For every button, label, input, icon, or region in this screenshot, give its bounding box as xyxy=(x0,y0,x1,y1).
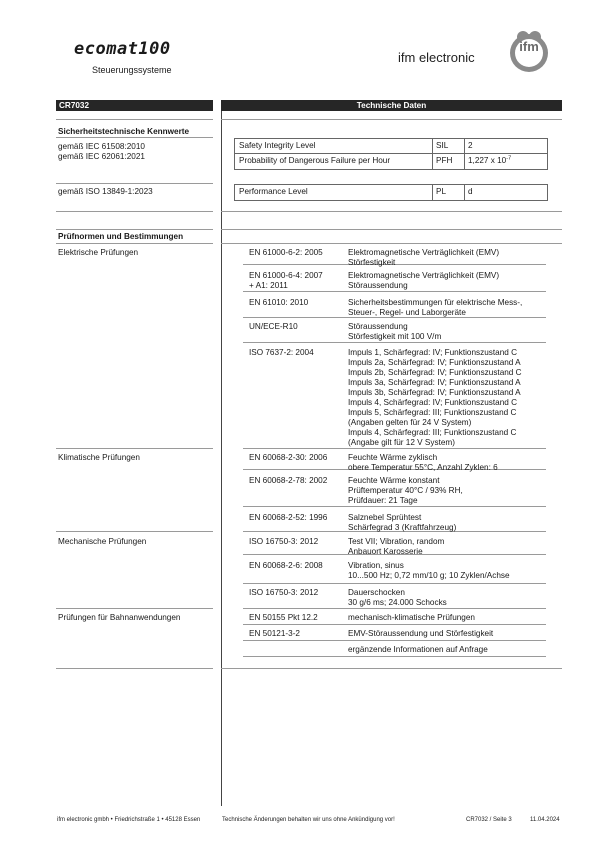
test-description: Störaussendung Störfestigkeit mit 100 V/m xyxy=(348,322,442,341)
iec-62061-label: gemäß IEC 62061:2021 xyxy=(58,152,145,161)
test-standard: EN 50121-3-2 xyxy=(249,629,300,638)
test-description: EMV-Störaussendung und Störfestigkeit xyxy=(348,629,494,638)
ecomat-logo: ecomat100 xyxy=(74,39,171,59)
sil-label: Safety Integrity Level xyxy=(239,141,316,150)
test-standard: EN 61000-6-4: 2007 + A1: 2011 xyxy=(249,271,323,290)
rule xyxy=(56,243,213,244)
test-description: Dauerschocken 30 g/6 ms; 24.000 Schocks xyxy=(348,588,447,607)
pl-table xyxy=(234,184,548,201)
test-standard: EN 50155 Pkt 12.2 xyxy=(249,613,318,622)
footer-notice: Technische Änderungen behalten wir uns ohne Ankündigung vor! xyxy=(222,817,395,823)
row-rule xyxy=(243,342,546,343)
rule xyxy=(56,119,213,120)
pfh-abbr: PFH xyxy=(436,156,453,165)
tests-title: Prüfnormen und Bestimmungen xyxy=(58,232,184,241)
column-divider xyxy=(221,111,222,806)
test-description: Salznebel Sprühtest Schärfegrad 3 (Kraftfahrzeug) xyxy=(348,513,457,532)
test-standard: ISO 16750-3: 2012 xyxy=(249,588,319,597)
sil-pfh-table xyxy=(234,138,548,170)
row-rule xyxy=(243,583,546,584)
rule xyxy=(56,608,213,609)
test-standard: EN 61000-6-2: 2005 xyxy=(249,248,323,257)
rule xyxy=(56,229,213,230)
pl-label: Performance Level xyxy=(239,187,308,196)
pl-value: d xyxy=(468,187,473,196)
test-standard: EN 60068-2-6: 2008 xyxy=(249,561,323,570)
sil-abbr: SIL xyxy=(436,141,449,150)
row-rule xyxy=(243,506,546,507)
row-rule xyxy=(243,624,546,625)
footer-address: ifm electronic gmbh • Friedrichstraße 1 • 45128 Essen xyxy=(57,817,201,823)
rule xyxy=(56,183,213,184)
row-rule xyxy=(243,291,546,292)
row-rule xyxy=(243,448,546,449)
footer-date: 11.04.2024 xyxy=(530,817,560,823)
rule xyxy=(56,668,213,669)
rule xyxy=(221,119,562,120)
pfh-exponent: -7 xyxy=(506,155,512,162)
pfh-value: 1,227 x $10^{-7}$ xyxy=(468,155,512,165)
test-standard: UN/ECE-R10 xyxy=(249,322,298,331)
rule xyxy=(221,211,562,212)
rule xyxy=(56,448,213,449)
safety-title: Sicherheitstechnische Kennwerte xyxy=(58,127,190,136)
rule xyxy=(56,137,213,138)
test-standard: EN 61010: 2010 xyxy=(249,298,309,307)
test-description: Impuls 1, Schärfegrad: IV; Funktionszustand C Impuls 2a, Schärfegrad: IV; Funktionszustand A Impuls 2b, Schärfegrad: IV; Funktionszustand C Impuls 3a, Schärfegrad: IV; Funktionszustand A Impuls 3b, Schärfegrad: IV; Funktionszustand A Impuls 4, Schärfegrad: IV; Funktionszustand C Impuls 5, Schärfegrad: III; Funktionszustand C (Angaben gelten für 24 V System) Impuls 4, Schärfegrad: III; Funktionszustand C (Angabe gilt für 12 V System) xyxy=(348,348,522,447)
iso-13849-label: gemäß ISO 13849-1:2023 xyxy=(58,187,153,196)
test-description: ergänzende Informationen auf Anfrage xyxy=(348,645,488,654)
row-rule xyxy=(243,608,546,609)
footer-page: CR7032 / Seite 3 xyxy=(466,817,512,823)
pfh-label: Probability of Dangerous Failure per Hour xyxy=(239,156,391,165)
railway-tests-label: Prüfungen für Bahnanwendungen xyxy=(58,613,181,622)
rule xyxy=(56,531,213,532)
test-description: Test VII; Vibration, random Anbauort Karosserie xyxy=(348,537,445,556)
technical-data-bar xyxy=(221,100,562,111)
test-standard: EN 60068-2-30: 2006 xyxy=(249,453,328,462)
rule xyxy=(56,211,213,212)
rule xyxy=(221,668,562,669)
test-description: Feuchte Wärme zyklisch obere Temperatur 55°C, Anzahl Zyklen: 6 xyxy=(348,453,498,472)
row-rule xyxy=(243,656,546,657)
technical-data-title: Technische Daten xyxy=(356,101,427,110)
test-description: mechanisch-klimatische Prüfungen xyxy=(348,613,475,622)
logo-subtitle: Steuerungssysteme xyxy=(92,65,172,75)
sil-value: 2 xyxy=(468,141,473,150)
company-name: ifm electronic xyxy=(398,50,475,65)
test-standard: ISO 16750-3: 2012 xyxy=(249,537,319,546)
product-code-bar xyxy=(56,100,213,111)
row-rule xyxy=(243,640,546,641)
test-description: Elektromagnetische Verträglichkeit (EMV) Störfestigkeit xyxy=(348,248,500,267)
iec-61508-label: gemäß IEC 61508:2010 xyxy=(58,142,145,151)
test-standard: EN 60068-2-78: 2002 xyxy=(249,476,328,485)
climatic-tests-label: Klimatische Prüfungen xyxy=(58,453,140,462)
brand-mark: ifm xyxy=(519,39,539,54)
pl-abbr: PL xyxy=(436,187,447,196)
mechanical-tests-label: Mechanische Prüfungen xyxy=(58,537,147,546)
test-description: Vibration, sinus 10...500 Hz; 0,72 mm/10 g; 10 Zyklen/Achse xyxy=(348,561,510,580)
test-standard: ISO 7637-2: 2004 xyxy=(249,348,314,357)
rule xyxy=(221,243,562,244)
rule xyxy=(221,229,562,230)
product-code: CR7032 xyxy=(59,101,90,110)
test-description: Elektromagnetische Verträglichkeit (EMV) Störaussendung xyxy=(348,271,500,290)
test-standard: EN 60068-2-52: 1996 xyxy=(249,513,328,522)
electrical-tests-label: Elektrische Prüfungen xyxy=(58,248,139,257)
test-description: Sicherheitsbestimmungen für elektrische Mess-, Steuer-, Regel- und Laborgeräte xyxy=(348,298,523,317)
test-description: Feuchte Wärme konstant Prüftemperatur 40°C / 93% RH, Prüfdauer: 21 Tage xyxy=(348,476,463,505)
